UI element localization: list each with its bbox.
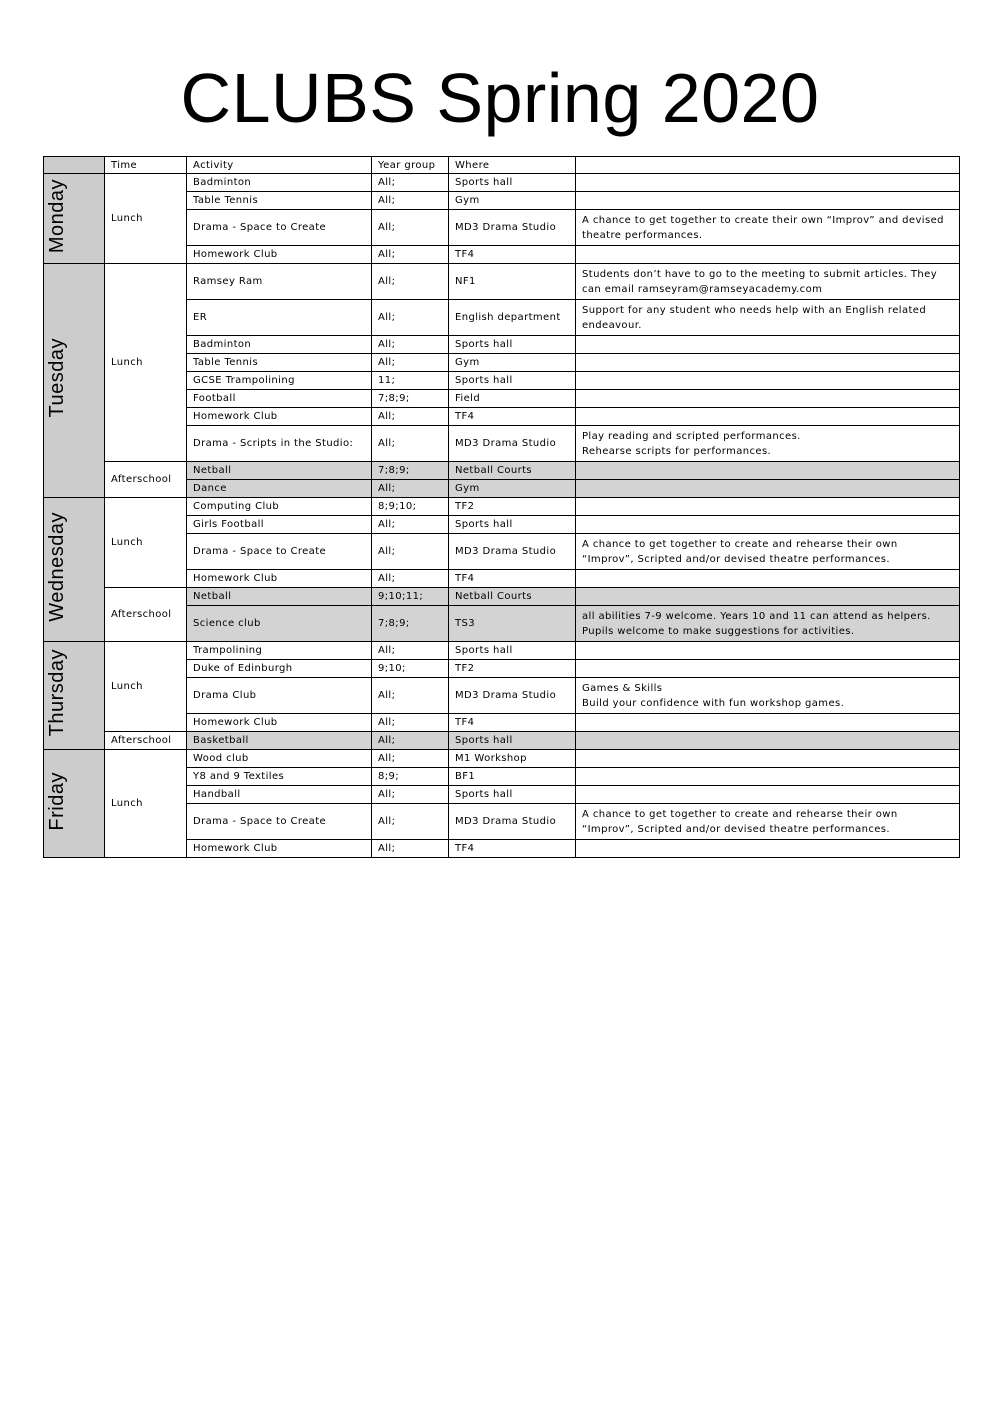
notes-cell	[576, 264, 960, 300]
year-group-cell: All;	[372, 642, 449, 660]
activity-cell: Drama - Scripts in the Studio:	[187, 426, 372, 462]
notes-line: A chance to get together to create and rehearse their own “Improv”, Scripted and/or devised theatre performances.	[582, 538, 898, 565]
activity-cell: Drama - Space to Create	[187, 534, 372, 570]
notes-cell	[576, 498, 960, 516]
year-group-cell: 11;	[372, 372, 449, 390]
activity-cell: Homework Club	[187, 570, 372, 588]
activity-cell: Drama Club	[187, 678, 372, 714]
where-cell: Gym	[449, 354, 576, 372]
year-group-cell: All;	[372, 192, 449, 210]
notes-cell	[576, 804, 960, 840]
where-cell: Sports hall	[449, 174, 576, 192]
where-cell: Sports hall	[449, 786, 576, 804]
notes-cell	[576, 588, 960, 606]
year-group-cell: All;	[372, 300, 449, 336]
notes-cell	[576, 210, 960, 246]
activity-cell: Homework Club	[187, 408, 372, 426]
activity-cell: Badminton	[187, 174, 372, 192]
where-cell: TF2	[449, 660, 576, 678]
activity-cell: Netball	[187, 588, 372, 606]
year-group-cell: All;	[372, 840, 449, 858]
table-row	[44, 642, 960, 660]
year-group-cell: All;	[372, 786, 449, 804]
time-slot-cell: Lunch	[105, 750, 187, 858]
where-cell: M1 Workshop	[449, 750, 576, 768]
notes-cell	[576, 642, 960, 660]
time-slot-cell: Lunch	[105, 174, 187, 264]
activity-cell: Wood club	[187, 750, 372, 768]
notes-line: Build your confidence with fun workshop games.	[582, 697, 845, 709]
where-cell: TF4	[449, 408, 576, 426]
year-group-cell: All;	[372, 804, 449, 840]
header-day-cell	[44, 157, 105, 174]
notes-cell	[576, 300, 960, 336]
year-group-cell: All;	[372, 426, 449, 462]
year-group-cell: 8;9;	[372, 768, 449, 786]
where-cell: TS3	[449, 606, 576, 642]
activity-cell: Computing Club	[187, 498, 372, 516]
notes-cell	[576, 192, 960, 210]
year-group-cell: 9;10;	[372, 660, 449, 678]
activity-cell: Handball	[187, 786, 372, 804]
day-label: Wednesday	[46, 512, 68, 622]
header-time: Time	[105, 157, 187, 174]
activity-cell: Y8 and 9 Textiles	[187, 768, 372, 786]
year-group-cell: All;	[372, 480, 449, 498]
day-label-cell	[44, 750, 105, 858]
year-group-cell: 9;10;11;	[372, 588, 449, 606]
year-group-cell: All;	[372, 570, 449, 588]
activity-cell: Trampolining	[187, 642, 372, 660]
notes-cell	[576, 732, 960, 750]
notes-cell	[576, 426, 960, 462]
notes-line: all abilities 7-9 welcome. Years 10 and 11 can attend as helpers.	[582, 610, 931, 622]
where-cell: MD3 Drama Studio	[449, 210, 576, 246]
activity-cell: Netball	[187, 462, 372, 480]
where-cell: Sports hall	[449, 372, 576, 390]
time-slot-cell: Afterschool	[105, 732, 187, 750]
notes-cell	[576, 750, 960, 768]
activity-cell: Homework Club	[187, 246, 372, 264]
notes-line: Rehearse scripts for performances.	[582, 445, 772, 457]
where-cell: TF4	[449, 714, 576, 732]
where-cell: TF2	[449, 498, 576, 516]
where-cell: Sports hall	[449, 516, 576, 534]
where-cell: MD3 Drama Studio	[449, 426, 576, 462]
activity-cell: Science club	[187, 606, 372, 642]
where-cell: TF4	[449, 840, 576, 858]
table-row	[44, 264, 960, 300]
header-notes	[576, 157, 960, 174]
day-label: Thursday	[46, 649, 68, 737]
where-cell: BF1	[449, 768, 576, 786]
notes-cell	[576, 786, 960, 804]
notes-line: Play reading and scripted performances.	[582, 430, 801, 442]
where-cell: Gym	[449, 192, 576, 210]
page-title: CLUBS Spring 2020	[180, 59, 820, 137]
time-slot-cell: Lunch	[105, 264, 187, 462]
year-group-cell: All;	[372, 210, 449, 246]
time-slot-cell: Lunch	[105, 642, 187, 732]
notes-cell	[576, 462, 960, 480]
timetable-body	[44, 174, 960, 858]
year-group-cell: All;	[372, 516, 449, 534]
activity-cell: Badminton	[187, 336, 372, 354]
where-cell: MD3 Drama Studio	[449, 804, 576, 840]
year-group-cell: All;	[372, 264, 449, 300]
notes-cell	[576, 390, 960, 408]
where-cell: Sports hall	[449, 732, 576, 750]
table-row	[44, 750, 960, 768]
notes-line: A chance to get together to create their own “Improv” and devised theatre performances.	[582, 214, 944, 241]
table-row	[44, 174, 960, 192]
activity-cell: Drama - Space to Create	[187, 210, 372, 246]
year-group-cell: All;	[372, 354, 449, 372]
where-cell: Netball Courts	[449, 462, 576, 480]
activity-cell: Table Tennis	[187, 354, 372, 372]
day-label: Tuesday	[46, 338, 68, 418]
year-group-cell: 8;9;10;	[372, 498, 449, 516]
year-group-cell: 7;8;9;	[372, 462, 449, 480]
activity-cell: Table Tennis	[187, 192, 372, 210]
day-label: Friday	[46, 771, 68, 831]
year-group-cell: All;	[372, 246, 449, 264]
notes-cell	[576, 714, 960, 732]
activity-cell: Basketball	[187, 732, 372, 750]
activity-cell: ER	[187, 300, 372, 336]
year-group-cell: All;	[372, 750, 449, 768]
notes-cell	[576, 534, 960, 570]
where-cell: MD3 Drama Studio	[449, 678, 576, 714]
year-group-cell: All;	[372, 732, 449, 750]
activity-cell: Football	[187, 390, 372, 408]
year-group-cell: All;	[372, 408, 449, 426]
notes-cell	[576, 246, 960, 264]
notes-cell	[576, 174, 960, 192]
table-row	[44, 588, 960, 606]
notes-cell	[576, 372, 960, 390]
notes-line: A chance to get together to create and rehearse their own “Improv”, Scripted and/or devised theatre performances.	[582, 808, 898, 835]
where-cell: NF1	[449, 264, 576, 300]
day-label-cell	[44, 642, 105, 750]
table-row	[44, 462, 960, 480]
activity-cell: Homework Club	[187, 840, 372, 858]
year-group-cell: All;	[372, 336, 449, 354]
notes-cell	[576, 354, 960, 372]
year-group-cell: 7;8;9;	[372, 606, 449, 642]
notes-cell	[576, 606, 960, 642]
where-cell: Sports hall	[449, 642, 576, 660]
activity-cell: Girls Football	[187, 516, 372, 534]
day-label: Monday	[46, 178, 68, 254]
clubs-timetable	[43, 156, 960, 858]
activity-cell: GCSE Trampolining	[187, 372, 372, 390]
activity-cell: Drama - Space to Create	[187, 804, 372, 840]
day-label-cell	[44, 498, 105, 642]
notes-line: Games & Skills	[582, 682, 663, 694]
notes-line: Pupils welcome to make suggestions for activities.	[582, 625, 855, 637]
where-cell: MD3 Drama Studio	[449, 534, 576, 570]
table-row	[44, 732, 960, 750]
where-cell: TF4	[449, 570, 576, 588]
where-cell: Sports hall	[449, 336, 576, 354]
notes-cell	[576, 840, 960, 858]
day-label-cell	[44, 264, 105, 498]
activity-cell: Homework Club	[187, 714, 372, 732]
year-group-cell: All;	[372, 174, 449, 192]
header-where: Where	[449, 157, 576, 174]
year-group-cell: All;	[372, 714, 449, 732]
where-cell: Field	[449, 390, 576, 408]
time-slot-cell: Afterschool	[105, 462, 187, 498]
time-slot-cell: Afterschool	[105, 588, 187, 642]
notes-cell	[576, 336, 960, 354]
notes-cell	[576, 570, 960, 588]
where-cell: Gym	[449, 480, 576, 498]
year-group-cell: 7;8;9;	[372, 390, 449, 408]
notes-cell	[576, 660, 960, 678]
notes-line: Support for any student who needs help with an English related endeavour.	[582, 304, 927, 331]
notes-cell	[576, 678, 960, 714]
where-cell: English department	[449, 300, 576, 336]
notes-cell	[576, 516, 960, 534]
table-row	[44, 498, 960, 516]
where-cell: Netball Courts	[449, 588, 576, 606]
notes-cell	[576, 480, 960, 498]
year-group-cell: All;	[372, 534, 449, 570]
header-activity: Activity	[187, 157, 372, 174]
where-cell: TF4	[449, 246, 576, 264]
activity-cell: Dance	[187, 480, 372, 498]
notes-cell	[576, 768, 960, 786]
notes-line: Students don’t have to go to the meeting to submit articles. They can email ramseyram@ramseyacademy.com	[582, 268, 938, 295]
year-group-cell: All;	[372, 678, 449, 714]
header-year-group: Year group	[372, 157, 449, 174]
notes-cell	[576, 408, 960, 426]
day-label-cell	[44, 174, 105, 264]
time-slot-cell: Lunch	[105, 498, 187, 588]
activity-cell: Ramsey Ram	[187, 264, 372, 300]
activity-cell: Duke of Edinburgh	[187, 660, 372, 678]
header-row	[44, 157, 960, 174]
